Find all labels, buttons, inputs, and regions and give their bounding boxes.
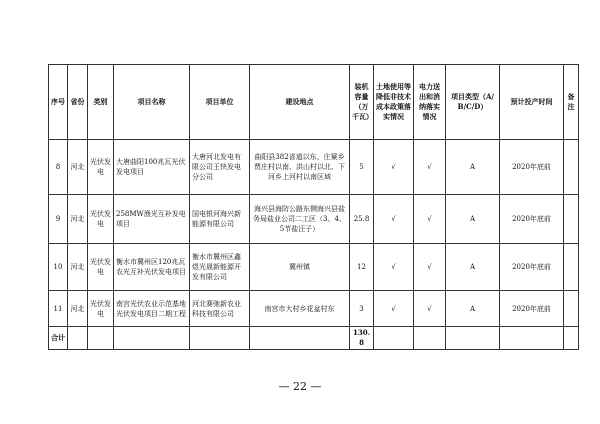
- cell-power-delivery: √: [414, 195, 446, 244]
- header-category: 类别: [88, 65, 114, 140]
- empty-cell: [250, 327, 350, 350]
- empty-cell: [564, 327, 579, 350]
- cell-project-type: A: [446, 244, 500, 291]
- cell-location: 冀州镇: [250, 244, 350, 291]
- cell-power-delivery: √: [414, 140, 446, 195]
- cell-category: 光伏发电: [88, 140, 114, 195]
- cell-land-policy: √: [374, 244, 414, 291]
- page-number: — 22 —: [278, 380, 322, 393]
- cell-power-delivery: √: [414, 291, 446, 327]
- table-row: [49, 244, 579, 291]
- cell-remark: [564, 244, 579, 291]
- table-row: [49, 291, 579, 327]
- empty-cell: [190, 327, 250, 350]
- cell-project-type: A: [446, 195, 500, 244]
- cell-capacity: 12: [350, 244, 374, 291]
- empty-cell: [500, 327, 564, 350]
- cell-operation-time: 2020年底前: [500, 140, 564, 195]
- cell-project-name: 大唐曲阳100兆瓦光伏发电项目: [114, 140, 190, 195]
- empty-cell: [88, 327, 114, 350]
- cell-province: 河北: [68, 291, 88, 327]
- header-land-policy: 土地使用等降低非技术成本政策落实情况: [374, 65, 414, 140]
- cell-no: 10: [49, 244, 68, 291]
- cell-remark: [564, 291, 579, 327]
- cell-province: 河北: [68, 244, 88, 291]
- header-project-type: 项目类型（A/B/C/D）: [446, 65, 500, 140]
- header-project-name: 项目名称: [114, 65, 190, 140]
- cell-no: 9: [49, 195, 68, 244]
- cell-project-unit: 河北赛弛新农业科技有限公司: [190, 291, 250, 327]
- project-table: [48, 64, 579, 350]
- cell-land-policy: √: [374, 195, 414, 244]
- cell-project-type: A: [446, 140, 500, 195]
- cell-power-delivery: √: [414, 244, 446, 291]
- cell-remark: [564, 140, 579, 195]
- empty-cell: [414, 327, 446, 350]
- cell-capacity: 25.8: [350, 195, 374, 244]
- header-project-unit: 项目单位: [190, 65, 250, 140]
- header-province: 省份: [68, 65, 88, 140]
- empty-cell: [68, 327, 88, 350]
- header-capacity: 装机容量（万千瓦）: [350, 65, 374, 140]
- header-remark: 备注: [564, 65, 579, 140]
- empty-cell: [446, 327, 500, 350]
- cell-category: 光伏发电: [88, 291, 114, 327]
- cell-project-name: 南宫光伏农业示范基地光伏发电项目二期工程: [114, 291, 190, 327]
- cell-project-type: A: [446, 291, 500, 327]
- cell-capacity: 5: [350, 140, 374, 195]
- cell-province: 河北: [68, 195, 88, 244]
- empty-cell: [114, 327, 190, 350]
- cell-category: 光伏发电: [88, 244, 114, 291]
- total-label: 合计: [49, 327, 68, 350]
- cell-location: 南宫市大村乡花盆村东: [250, 291, 350, 327]
- header-no: 序号: [49, 65, 68, 140]
- header-power-delivery: 电力送出和消纳落实情况: [414, 65, 446, 140]
- cell-remark: [564, 195, 579, 244]
- cell-operation-time: 2020年底前: [500, 291, 564, 327]
- cell-capacity: 3: [350, 291, 374, 327]
- cell-location: 曲阳县382省道以东、庄窠乡贾庄村以南、洪山村以北、下河乡上河村以南区域: [250, 140, 350, 195]
- cell-operation-time: 2020年底前: [500, 244, 564, 291]
- cell-province: 河北: [68, 140, 88, 195]
- cell-no: 11: [49, 291, 68, 327]
- cell-project-name: 258MW渔光互补发电项目: [114, 195, 190, 244]
- cell-no: 8: [49, 140, 68, 195]
- cell-category: 光伏发电: [88, 195, 114, 244]
- cell-land-policy: √: [374, 140, 414, 195]
- total-row: [49, 327, 579, 350]
- table-row: [49, 140, 579, 195]
- table-row: [49, 195, 579, 244]
- table-header-row: [49, 65, 579, 140]
- header-location: 建设地点: [250, 65, 350, 140]
- cell-land-policy: √: [374, 291, 414, 327]
- cell-operation-time: 2020年底前: [500, 195, 564, 244]
- header-operation-time: 预计投产时间: [500, 65, 564, 140]
- total-capacity: 130.8: [350, 327, 374, 350]
- cell-location: 海兴县海防公路东侧海兴县盐务局盐业公司二工区（3、4、5节盐汪子）: [250, 195, 350, 244]
- cell-project-unit: 大唐河北发电有限公司王快发电分公司: [190, 140, 250, 195]
- cell-project-unit: 国电银河海兴新能源有限公司: [190, 195, 250, 244]
- empty-cell: [374, 327, 414, 350]
- cell-project-unit: 衡水市冀州区鑫煜光晟新能源开发有限公司: [190, 244, 250, 291]
- cell-project-name: 衡水市冀州区120兆瓦农光互补光伏发电项目: [114, 244, 190, 291]
